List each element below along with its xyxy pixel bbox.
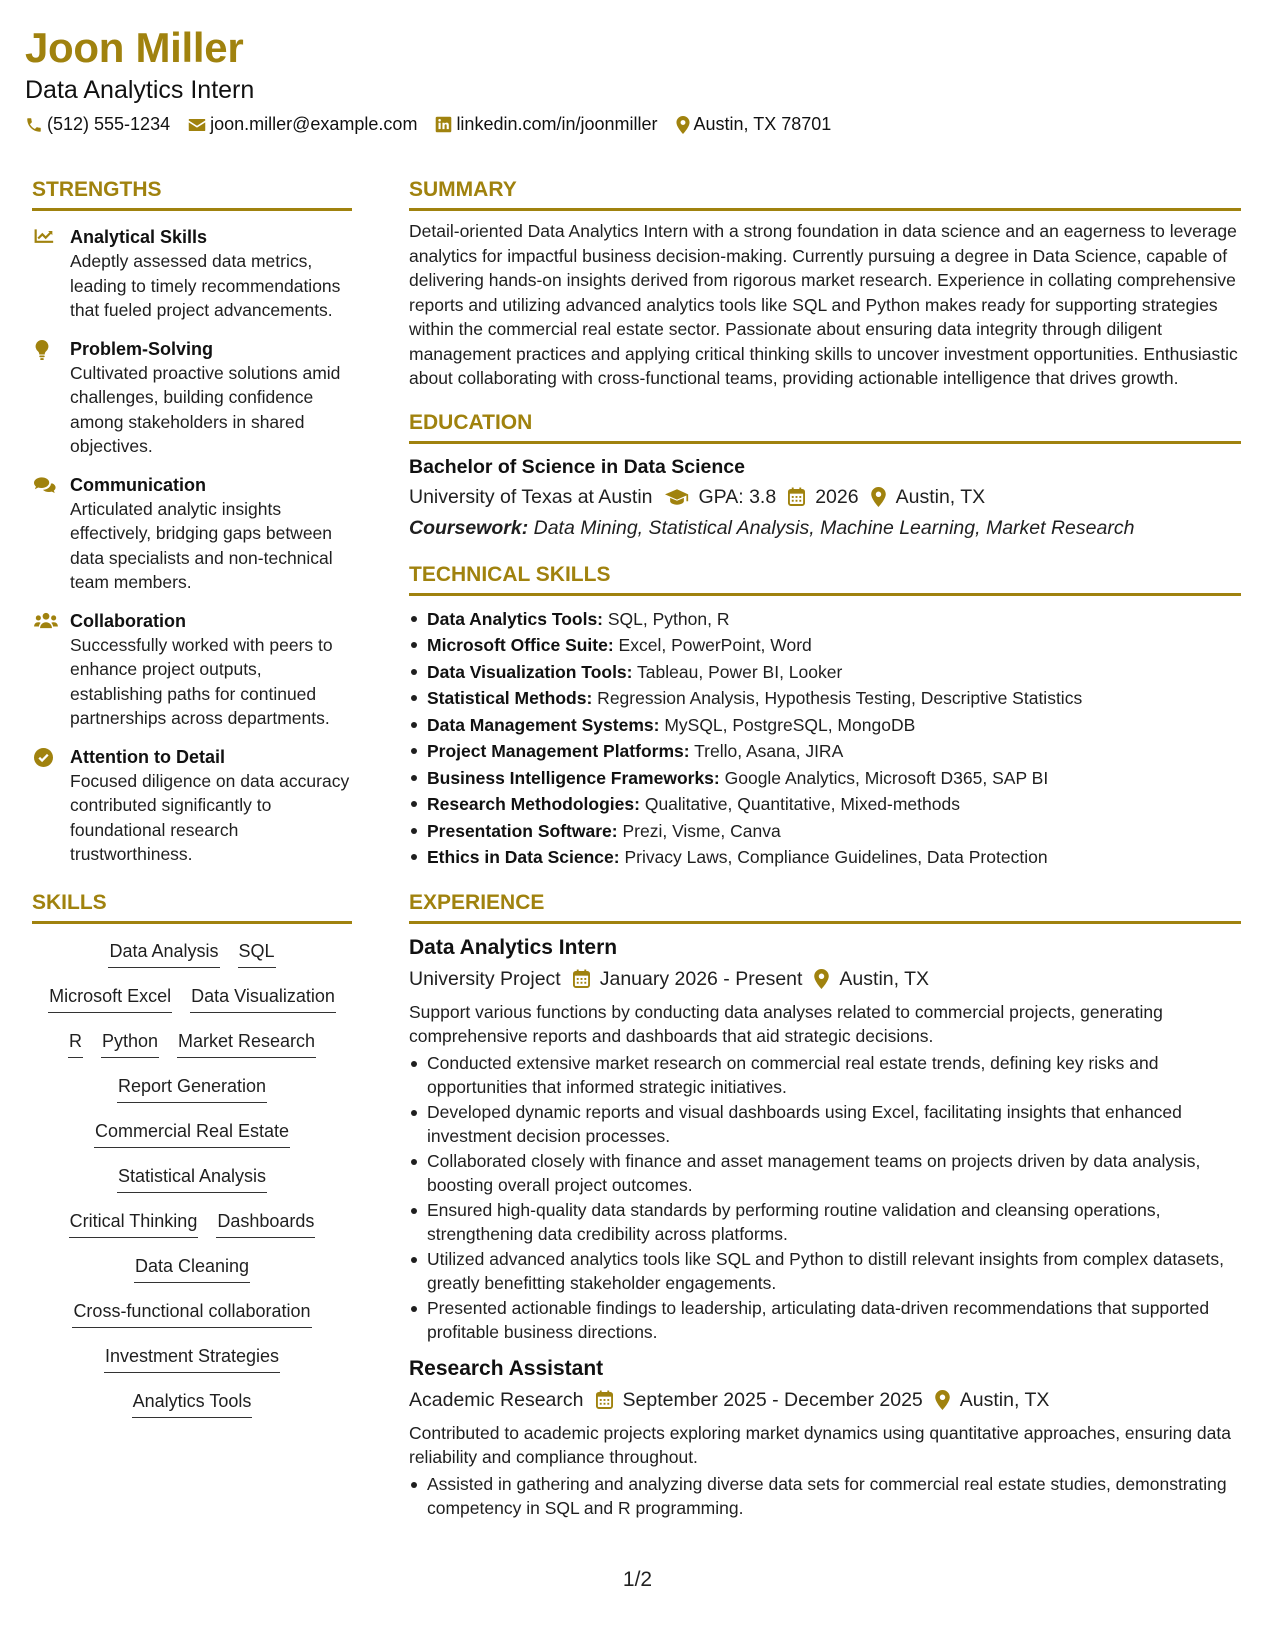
job-title: Data Analytics Intern [409, 935, 618, 959]
technical-skill-value: MySQL, PostgreSQL, MongoDB [659, 714, 916, 735]
page-indicator: 1/2 [622, 1568, 653, 1591]
technical-skill-value: Google Analytics, Microsoft D365, SAP BI [719, 767, 1049, 788]
technical-skill-value: Qualitative, Quantitative, Mixed-methods [639, 794, 960, 814]
job-meta [409, 964, 1241, 994]
contact-phone [25, 114, 170, 135]
strength-desc: Adeptly assessed data metrics, leading to timely recommendations that fueled project advancements. [70, 251, 341, 320]
strength-desc: Articulated analytic insights effectively, bridging gaps between data specialists and non-technical team members. [70, 498, 333, 592]
job-dates: September 2025 - December 2025 [622, 1388, 923, 1411]
users-icon [34, 612, 58, 629]
experience-title: EXPERIENCE [409, 890, 545, 914]
school-location: Austin, TX [895, 485, 986, 508]
technical-skill-item [409, 765, 1241, 792]
education-meta [409, 482, 1241, 512]
skill-tag: Analytics Tools [132, 1388, 253, 1418]
skill-tag: Report Generation [117, 1073, 267, 1103]
technical-skill-item [409, 632, 1241, 659]
job-description: Support various functions by conducting data analyses related to commercial projects, generating comprehensive reports and dashboards that aid strategic decisions. [409, 1001, 1163, 1046]
strength-item [32, 745, 352, 867]
skill-tag: Dashboards [216, 1208, 315, 1238]
technical-skill-item [409, 818, 1241, 845]
contact-linkedin[interactable] [435, 114, 657, 135]
skill-tag: Market Research [177, 1028, 316, 1058]
job-dates: January 2026 - Present [599, 967, 803, 990]
strengths-title: STRENGTHS [32, 178, 162, 201]
skill-row [32, 1073, 352, 1118]
gpa: GPA: 3.8 [698, 485, 777, 508]
skill-tag: Microsoft Excel [48, 983, 172, 1013]
skill-row [32, 1343, 352, 1388]
technical-skill-value: Privacy Laws, Compliance Guidelines, Data Protection [619, 847, 1048, 867]
job-bullet: Conducted extensive market research on commercial real estate trends, defining key risks and opportunities that informed strategic initiatives. [409, 1051, 1241, 1100]
technical-skill-item [409, 659, 1241, 686]
section-rule [409, 208, 1241, 211]
education-title: EDUCATION [409, 410, 533, 434]
job-entry [409, 934, 1241, 1345]
technical-skill-item [409, 685, 1241, 712]
contact-bar [25, 114, 1245, 135]
technical-skill-label: Presentation Software: [427, 820, 618, 841]
technical-skill-label: Data Management Systems: [427, 714, 660, 735]
job-org: University Project [409, 967, 561, 990]
strength-item [32, 337, 352, 459]
technical-skills-list [409, 606, 1241, 871]
skill-tag: Data Analysis [108, 938, 219, 968]
technical-skill-value: Regression Analysis, Hypothesis Testing, Descriptive Statistics [592, 688, 1083, 708]
resume-header [25, 24, 1245, 135]
strength-title: Problem-Solving [70, 338, 214, 359]
location-text: Austin, TX 78701 [693, 114, 832, 134]
contact-location [676, 114, 832, 135]
strength-desc: Focused diligence on data accuracy contributed significantly to foundational research trustworthiness. [70, 770, 350, 864]
section-rule [409, 441, 1241, 444]
job-org: Academic Research [409, 1388, 584, 1411]
technical-skill-label: Project Management Platforms: [427, 741, 690, 761]
linkedin-text[interactable]: linkedin.com/in/joonmiller [456, 114, 658, 134]
map-marker-icon [676, 116, 690, 134]
technical-skill-label: Research Methodologies: [427, 794, 640, 814]
degree: Bachelor of Science in Data Science [409, 455, 745, 478]
technical-skill-label: Microsoft Office Suite: [427, 635, 614, 655]
skill-row [32, 983, 352, 1028]
job-bullet: Presented actionable findings to leadership, articulating data-driven recommendations that supported profitable business directions. [409, 1296, 1241, 1345]
job-bullets [409, 1051, 1241, 1345]
skill-row [32, 1298, 352, 1343]
skill-tag: Critical Thinking [69, 1208, 199, 1238]
strength-title: Communication [70, 474, 207, 495]
technical-skill-label: Business Intelligence Frameworks: [427, 767, 720, 788]
chart-line-icon [34, 228, 54, 244]
strength-title: Attention to Detail [70, 746, 225, 767]
phone-text: (512) 555-1234 [47, 114, 171, 134]
job-bullet: Collaborated closely with finance and asset management teams on projects driven by data analysis, boosting overall project outcomes. [409, 1149, 1241, 1198]
skill-tag: Investment Strategies [104, 1343, 280, 1373]
envelope-icon [188, 117, 206, 133]
strength-item [32, 609, 352, 731]
technical-skill-label: Data Visualization Tools: [427, 661, 633, 682]
technical-skill-item [409, 791, 1241, 818]
technical-skill-item [409, 606, 1241, 633]
skill-row [32, 1388, 352, 1433]
skill-tag: R [68, 1028, 83, 1058]
map-marker-icon [814, 969, 829, 989]
summary-title: SUMMARY [409, 178, 517, 201]
strength-title: Analytical Skills [70, 227, 208, 247]
skill-row [32, 1118, 352, 1163]
job-location: Austin, TX [959, 1388, 1050, 1411]
technical-skill-item [409, 738, 1241, 765]
graduation-cap-icon [665, 488, 689, 506]
skill-tag: Statistical Analysis [117, 1163, 267, 1193]
coursework [409, 513, 1241, 543]
email-text[interactable]: joon.miller@example.com [210, 114, 418, 134]
technical-skill-label: Statistical Methods: [427, 688, 593, 708]
calendar-icon [573, 969, 590, 988]
technical-skill-label: Ethics in Data Science: [427, 847, 620, 867]
map-marker-icon [935, 1390, 950, 1410]
summary-text: Detail-oriented Data Analytics Intern with a strong foundation in data science and an eagerness to leverage analytics for impactful business decision-making. Currently pursuing a degree in Data Science, capable of delivering hands-on insights derived from rigorous market research. Experience in collating comprehensive reports and utilizing advanced analytics tools like SQL and Python makes ready for supporting strategies within the commercial real estate sector. Passionate about ensuring data integrity through diligent management practices and applying critical thinking skills to uncover investment opportunities. Enthusiastic about collaborating with cross-functional teams, providing actionable intelligence that drives growth. [409, 221, 1238, 388]
calendar-icon [788, 487, 805, 506]
strength-desc: Successfully worked with peers to enhance project outputs, establishing paths for continued partnerships across departments. [70, 634, 333, 728]
map-marker-icon [871, 487, 886, 507]
section-rule [32, 921, 352, 924]
strength-desc: Cultivated proactive solutions amid challenges, building confidence among stakeholders in shared objectives. [70, 362, 341, 456]
phone-icon [25, 116, 43, 134]
job-bullet: Ensured high-quality data standards by performing routine validation and cleansing operations, strengthening data credibility across platforms. [409, 1198, 1241, 1247]
job-bullet: Assisted in gathering and analyzing diverse data sets for commercial real estate studies, demonstrating competency in SQL and R programming. [409, 1472, 1241, 1521]
skills-title: SKILLS [32, 890, 107, 914]
job-meta [409, 1385, 1241, 1415]
comments-icon [34, 476, 56, 494]
technical-skills-title: TECHNICAL SKILLS [409, 562, 611, 586]
check-circle-icon [34, 748, 53, 767]
school-name: University of Texas at Austin [409, 485, 653, 508]
lightbulb-icon [34, 340, 50, 360]
technical-skill-label: Data Analytics Tools: [427, 608, 604, 629]
technical-skill-value: Tableau, Power BI, Looker [632, 661, 843, 682]
skill-tag: Commercial Real Estate [94, 1118, 290, 1148]
strength-item [32, 473, 352, 595]
candidate-name: Joon Miller [25, 24, 244, 71]
section-rule [409, 921, 1241, 924]
coursework-list: Data Mining, Statistical Analysis, Machine Learning, Market Research [528, 516, 1135, 539]
strength-item [32, 225, 352, 323]
technical-skill-item [409, 844, 1241, 871]
skill-tag: Cross-functional collaboration [72, 1298, 311, 1328]
job-location: Austin, TX [839, 967, 930, 990]
grad-year: 2026 [815, 485, 859, 508]
job-title: Research Assistant [409, 1356, 604, 1380]
technical-skill-item [409, 712, 1241, 739]
contact-email[interactable] [188, 114, 417, 135]
skill-tag: SQL [238, 938, 276, 968]
skill-row [32, 1208, 352, 1253]
skill-row [32, 1163, 352, 1208]
right-column [409, 176, 1241, 1521]
calendar-icon [596, 1390, 613, 1409]
technical-skill-value: Excel, PowerPoint, Word [613, 635, 812, 655]
skill-tag: Python [101, 1028, 159, 1058]
section-rule [409, 593, 1241, 596]
job-bullet: Utilized advanced analytics tools like SQL and Python to distill relevant insights from complex datasets, greatly benefitting stakeholder engagements. [409, 1247, 1241, 1296]
linkedin-icon [435, 116, 452, 133]
job-bullets [409, 1472, 1241, 1521]
left-column [32, 176, 352, 1433]
job-description: Contributed to academic projects exploring market dynamics using quantitative approaches, ensuring data reliability and compliance throughout. [409, 1422, 1231, 1467]
technical-skill-value: SQL, Python, R [603, 608, 730, 629]
job-bullet: Developed dynamic reports and visual dashboards using Excel, facilitating insights that enhanced investment decision processes. [409, 1100, 1241, 1149]
skills-list [32, 938, 352, 1433]
coursework-label: Coursework: [409, 516, 529, 539]
candidate-role: Data Analytics Intern [25, 76, 255, 104]
skill-tag: Data Visualization [190, 983, 336, 1013]
skill-tag: Data Cleaning [134, 1253, 250, 1283]
section-rule [32, 208, 352, 211]
skill-row [32, 1253, 352, 1298]
skill-row [32, 1028, 352, 1073]
technical-skill-value: Trello, Asana, JIRA [689, 741, 844, 761]
technical-skill-value: Prezi, Visme, Canva [617, 820, 781, 841]
skill-row [32, 938, 352, 983]
job-entry [409, 1355, 1241, 1521]
strength-title: Collaboration [70, 610, 186, 631]
